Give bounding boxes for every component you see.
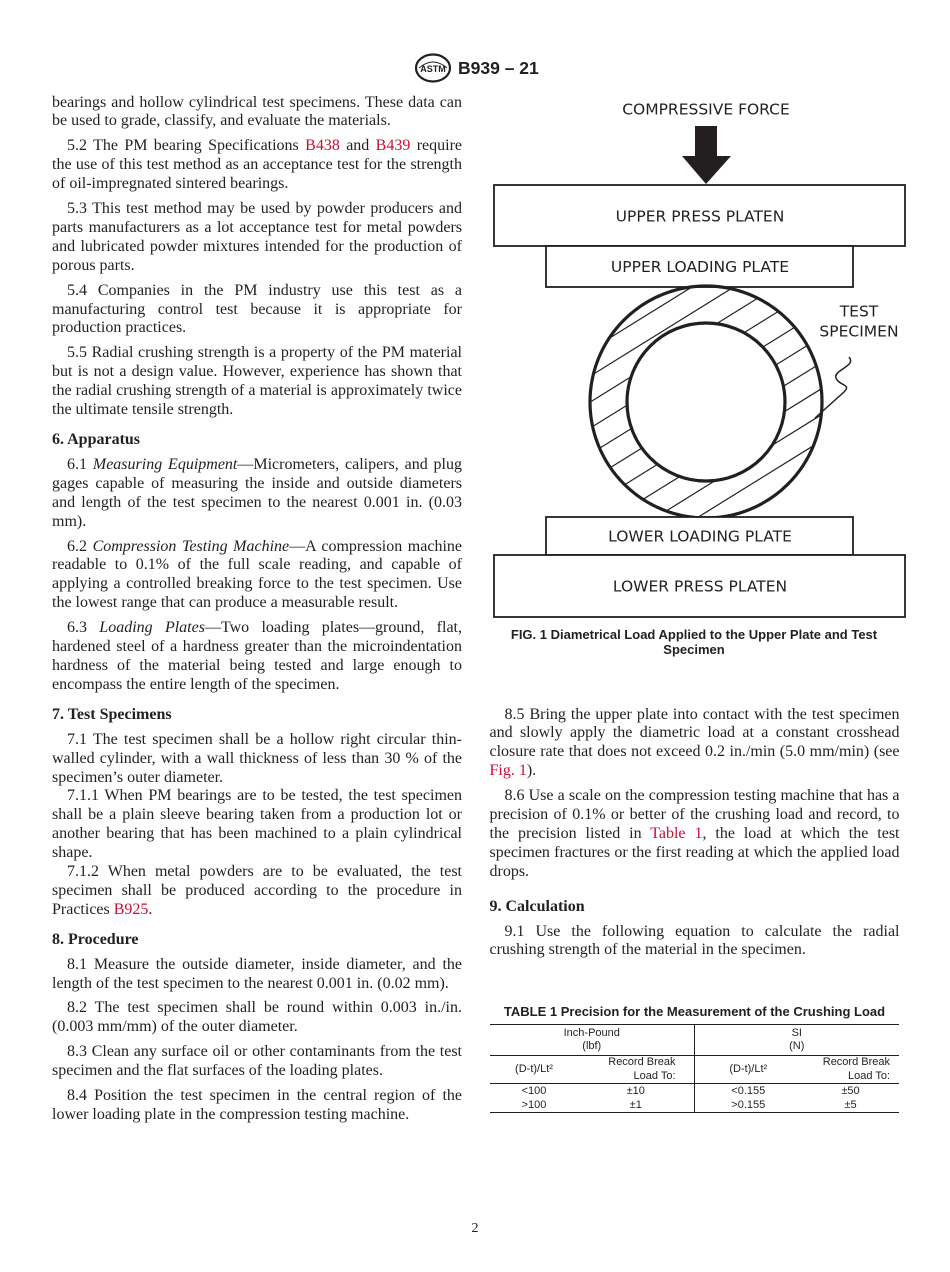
- arrow-head: [682, 156, 731, 184]
- clause-title: Measuring Equipment: [92, 455, 238, 473]
- logo-text: ASTM: [420, 64, 446, 74]
- paragraph-7-1-2: [52, 863, 462, 920]
- link-table-1[interactable]: Table 1: [650, 824, 703, 842]
- column-header-record-break: [802, 1056, 899, 1084]
- link-b925[interactable]: B925: [113, 900, 149, 918]
- table-cell: ±1: [578, 1098, 694, 1113]
- paragraph-8-4: 8.4 Position the test specimen in the central region of the lower loading plate in the compression testing machine.: [52, 1087, 462, 1123]
- paragraph-8-1: 8.1 Measure the outside diameter, inside diameter, and the length of the test specimen to the nearest 0.001 in. (0.02 mm).: [52, 955, 462, 992]
- clause-title: Compression Testing Machine: [92, 537, 290, 555]
- paragraph-6-3: [52, 619, 462, 695]
- page-number: 2: [471, 1221, 479, 1236]
- down-arrow-icon: [682, 126, 731, 184]
- table-cell: <0.155: [731, 1085, 766, 1097]
- table-cell: ±5: [844, 1099, 857, 1111]
- section-heading-apparatus: 6. Apparatus: [52, 431, 141, 448]
- table-cell: <100: [521, 1085, 547, 1097]
- table-1-title: TABLE 1 Precision for the Measurement of the Crushing Load: [503, 1004, 886, 1019]
- clause-number: 6.1: [67, 455, 93, 473]
- paragraph-9-1: 9.1 Use the following equation to calculate the radial crushing strength of the material in the specimen.: [489, 922, 900, 959]
- link-b439[interactable]: B439: [375, 137, 411, 155]
- group-unit: (lbf): [582, 1040, 602, 1052]
- upper-loading-plate-label: UPPER LOADING PLATE: [610, 258, 790, 276]
- table-cell: >0.155: [731, 1099, 766, 1111]
- paragraph-6-1: [52, 456, 462, 532]
- header-line: Load To:: [848, 1069, 891, 1082]
- link-fig-1[interactable]: Fig. 1: [489, 762, 527, 780]
- astm-logo: [413, 52, 453, 84]
- figure-1-caption: FIG. 1 Diametrical Load Applied to the Upper Plate and Test Specimen: [510, 627, 878, 657]
- paragraph-8-3: 8.3 Clean any surface oil or other contaminants from the test specimen and the flat surfaces of the loading plates.: [52, 1043, 462, 1080]
- paragraph-5-2: [52, 137, 462, 194]
- text: —Micrometers, calipers, and plug gages capable of measuring the inside and outside diameters and length of the test specimen to the nearest 0.001 in. (0.03 mm).: [52, 455, 462, 530]
- text: —A compression machine readable to 0.1% of the full scale reading, and capable of applying a controlled breaking force to the test specimen. Use the lowest range that can produce a measurable result.: [52, 537, 463, 612]
- group-header-inch-pound: [490, 1025, 694, 1056]
- paragraph-8-5: [490, 706, 900, 782]
- header-line: Load To:: [633, 1069, 676, 1082]
- column-header-record-break: [578, 1056, 694, 1084]
- header-line: Record Break: [608, 1056, 676, 1068]
- group-name: Inch-Pound: [563, 1026, 620, 1039]
- figure-1-diagram: [480, 88, 920, 628]
- paragraph-8-2: 8.2 The test specimen shall be round within 0.003 in./in. (0.003 mm/mm) of the outer diameter.: [52, 999, 462, 1036]
- section-heading-calculation: 9. Calculation: [489, 897, 585, 915]
- paragraph-8-6: [490, 787, 900, 882]
- document-designation: B939 – 21: [458, 58, 539, 78]
- column-header-ratio: (D-t)/Lt²: [490, 1056, 578, 1084]
- ring-outer-edge: [590, 286, 822, 518]
- text: 5.2 The PM bearing Specifications: [67, 137, 306, 155]
- text: 8.6 Use a scale on the compression testing machine that has a precision of 0.1% or better of the crushing load and record, to the precision listed in: [489, 787, 900, 842]
- section-heading-procedure: 8. Procedure: [52, 930, 139, 948]
- paragraph-5-1-continued: bearings and hollow cylindrical test specimens. These data can be used to grade, classify, and evaluate the materials.: [52, 93, 462, 130]
- test-specimen-label-line-2: SPECIMEN: [819, 322, 899, 341]
- text: require the use of this test method as an acceptance test for the strength of oil-impregnated sintered bearings.: [52, 137, 462, 193]
- paragraph-5-4: 5.4 Companies in the PM industry use this test as a manufacturing control test because it is appropriate for production practices.: [52, 281, 462, 337]
- link-b438[interactable]: B438: [305, 137, 340, 155]
- upper-press-platen-label: UPPER PRESS PLATEN: [615, 207, 785, 226]
- table-cell: ±10: [578, 1084, 694, 1099]
- section-heading-test-specimens: 7. Test Specimens: [52, 705, 172, 723]
- test-specimen-label-line-1: TEST: [839, 302, 879, 321]
- lower-press-platen-label: LOWER PRESS PLATEN: [612, 577, 788, 596]
- text: —Two loading plates—ground, flat, hardened steel of a hardness greater than the microindentation hardness of the material being tested and large enough to encompass the entire length of the specimen.: [52, 619, 462, 693]
- header-line: Record Break: [822, 1056, 891, 1068]
- group-header-si: [694, 1025, 899, 1056]
- ring-inner-edge: [627, 323, 785, 481]
- table-column-header-row: [490, 1056, 899, 1084]
- clause-title: Loading Plates: [99, 619, 205, 637]
- clause-number: 6.3: [67, 619, 100, 637]
- table-row: [490, 1098, 899, 1113]
- text: .: [148, 900, 153, 918]
- table-cell: >100: [521, 1099, 547, 1111]
- clause-number: 6.2: [67, 537, 93, 555]
- table-row: [490, 1084, 899, 1099]
- paragraph-5-5: 5.5 Radial crushing strength is a property of the PM material but is not a design value. However, experience has shown that the radial crushing strength of a material is approximately twice the ultimate tensile strength.: [52, 344, 462, 419]
- right-column: [490, 706, 900, 967]
- paragraph-6-2: [52, 538, 462, 614]
- text: and: [339, 137, 376, 155]
- text: , the load at which the test specimen fractures or the first reading at which the applied load drops.: [489, 824, 900, 880]
- table-cell: ±50: [841, 1085, 860, 1097]
- text: 8.5 Bring the upper plate into contact with the test specimen and slowly apply the diametric load at a constant crosshead closure rate that does not exceed 0.2 in./min (5.0 mm/min) (see: [489, 705, 900, 761]
- table-group-header-row: [490, 1025, 899, 1056]
- column-header-ratio: (D-t)/Lt²: [694, 1056, 802, 1084]
- compressive-force-label: COMPRESSIVE FORCE: [622, 100, 790, 119]
- group-unit: (N): [789, 1040, 805, 1052]
- left-column: [52, 94, 462, 1131]
- precision-table: [490, 1024, 899, 1113]
- arrow-shaft: [695, 126, 717, 158]
- text: ).: [526, 762, 537, 780]
- group-name: SI: [791, 1026, 802, 1039]
- text: 7.1.2 When metal powders are to be evaluated, the test specimen shall be produced according to the procedure in Practices: [52, 863, 462, 918]
- lower-loading-plate-label: LOWER LOADING PLATE: [608, 527, 792, 546]
- paragraph-7-1-1: 7.1.1 When PM bearings are to be tested, the test specimen shall be a plain sleeve bearing taken from a production lot or another bearing that has been machined to a plain cylindrical shape.: [52, 787, 462, 862]
- paragraph-5-3: 5.3 This test method may be used by powder producers and parts manufacturers as a lot acceptance test for metal powders and lubricated powder mixtures intended for the production of porous parts.: [52, 200, 462, 274]
- paragraph-7-1: 7.1 The test specimen shall be a hollow right circular thin-walled cylinder, with a wall thickness of less than 30 % of the specimen’s outer diameter.: [52, 730, 462, 786]
